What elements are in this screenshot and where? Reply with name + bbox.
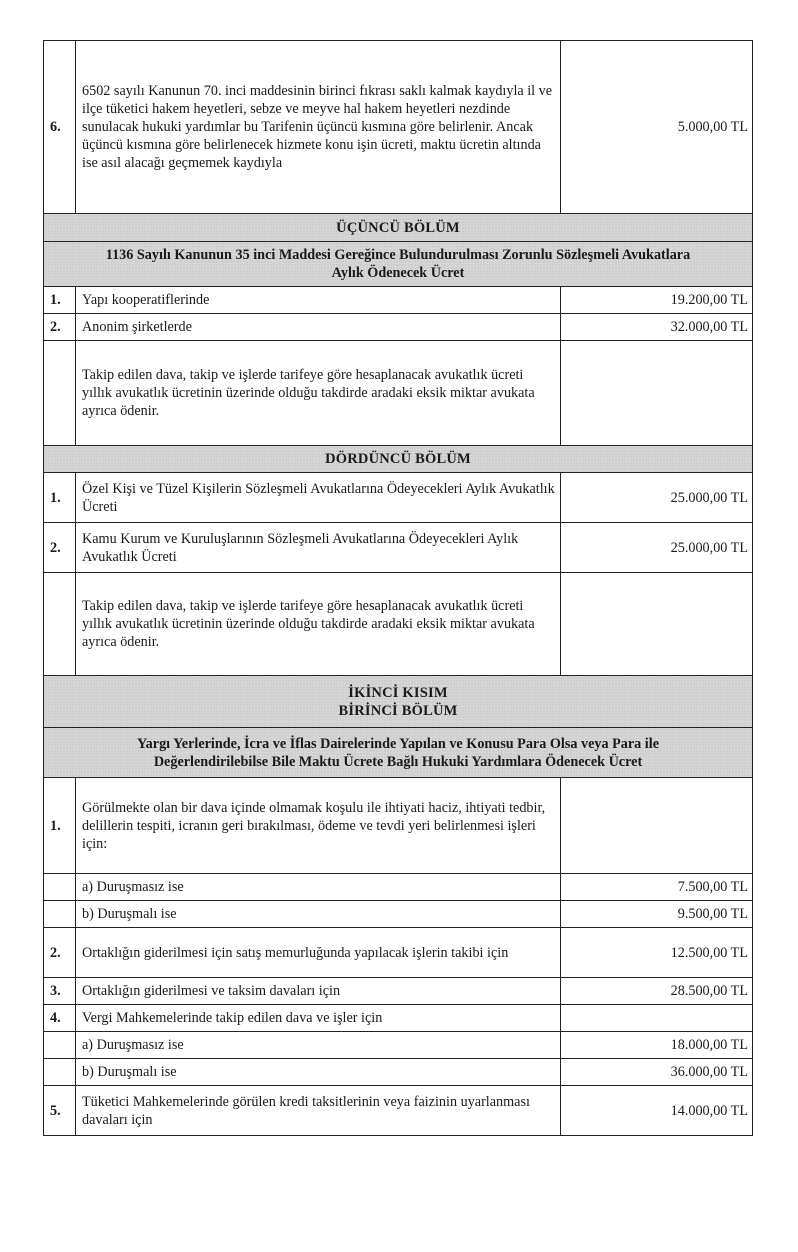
fee-tariff-table xyxy=(43,40,753,1136)
row-description: Tüketici Mahkemelerinde görülen kredi taksitlerinin veya faizinin uyarlanması davaları için xyxy=(76,1086,561,1136)
table-row xyxy=(44,314,753,341)
row-number: 6. xyxy=(44,41,76,214)
row-description: a) Duruşmasız ise xyxy=(76,874,561,901)
row-description: b) Duruşmalı ise xyxy=(76,1059,561,1086)
row-amount: 12.500,00 TL xyxy=(561,928,753,978)
row-number: 3. xyxy=(44,978,76,1005)
row-number: 4. xyxy=(44,1005,76,1032)
section-title: DÖRDÜNCÜ BÖLÜM xyxy=(44,446,753,473)
row-number: 5. xyxy=(44,1086,76,1136)
row-description: Ortaklığın giderilmesi ve taksim davaları için xyxy=(76,978,561,1005)
row-description: 6502 sayılı Kanunun 70. inci maddesinin birinci fıkrası saklı kalmak kaydıyla il ve ilçe tüketici hakem heyetleri, sebze ve meyve hal hakem heyetleri nezdinde sunulacak hukuki yardımlar bu Tarifenin üçüncü kısmına göre belirlenir. Ancak üçüncü kısmına göre belirlenecek hizmete konu işin ücreti, maktu ücretin altında ise asıl alacağı geçmemek kaydıyla xyxy=(76,41,561,214)
table-row xyxy=(44,341,753,446)
table-row xyxy=(44,1005,753,1032)
row-amount: 14.000,00 TL xyxy=(561,1086,753,1136)
section-subtitle: Yargı Yerlerinde, İcra ve İflas Dairelerinde Yapılan ve Konusu Para Olsa veya Para ile Değerlendirilebilse Bile Maktu Ücrete Bağlı Hukuki Yardımlara Ödenecek Ücret xyxy=(44,728,753,778)
row-number xyxy=(44,1032,76,1059)
row-description: Ortaklığın giderilmesi için satış memurluğunda yapılacak işlerin takibi için xyxy=(76,928,561,978)
table-row xyxy=(44,1086,753,1136)
row-amount xyxy=(561,1005,753,1032)
row-number xyxy=(44,1059,76,1086)
row-number: 2. xyxy=(44,523,76,573)
section-subheader xyxy=(44,242,753,287)
table-row xyxy=(44,901,753,928)
part-header xyxy=(44,676,753,728)
row-amount: 5.000,00 TL xyxy=(561,41,753,214)
row-number: 1. xyxy=(44,473,76,523)
row-amount: 25.000,00 TL xyxy=(561,523,753,573)
row-amount: 36.000,00 TL xyxy=(561,1059,753,1086)
table-row xyxy=(44,473,753,523)
row-amount: 32.000,00 TL xyxy=(561,314,753,341)
section-subtitle: 1136 Sayılı Kanunun 35 inci Maddesi Gereğince Bulundurulması Zorunlu Sözleşmeli Avukatlara Aylık Ödenecek Ücret xyxy=(44,242,753,287)
section-header xyxy=(44,446,753,473)
part-bolum: BİRİNCİ BÖLÜM xyxy=(338,702,458,719)
section-note: Takip edilen dava, takip ve işlerde tarifeye göre hesaplanacak avukatlık ücreti yıllık avukatlık ücretinin üzerinde olduğu takdirde aradaki eksik miktar avukata ayrıca ödenir. xyxy=(76,573,561,676)
row-amount: 25.000,00 TL xyxy=(561,473,753,523)
row-number: 1. xyxy=(44,287,76,314)
section-subheader xyxy=(44,728,753,778)
table-row xyxy=(44,1032,753,1059)
row-description: Özel Kişi ve Tüzel Kişilerin Sözleşmeli Avukatlarına Ödeyecekleri Aylık Avukatlık Ücreti xyxy=(76,473,561,523)
row-amount: 28.500,00 TL xyxy=(561,978,753,1005)
table-row xyxy=(44,523,753,573)
table-row xyxy=(44,778,753,874)
row-number: 2. xyxy=(44,928,76,978)
row-number xyxy=(44,874,76,901)
row-number xyxy=(44,901,76,928)
row-amount: 9.500,00 TL xyxy=(561,901,753,928)
table-row xyxy=(44,874,753,901)
table-row xyxy=(44,978,753,1005)
row-amount: 19.200,00 TL xyxy=(561,287,753,314)
table-row xyxy=(44,41,753,214)
row-description: Vergi Mahkemelerinde takip edilen dava ve işler için xyxy=(76,1005,561,1032)
section-note: Takip edilen dava, takip ve işlerde tarifeye göre hesaplanacak avukatlık ücreti yıllık avukatlık ücretinin üzerinde olduğu takdirde aradaki eksik miktar avukata ayrıca ödenir. xyxy=(76,341,561,446)
row-description: b) Duruşmalı ise xyxy=(76,901,561,928)
part-kisim: İKİNCİ KISIM xyxy=(348,684,448,701)
row-number: 2. xyxy=(44,314,76,341)
row-description: Kamu Kurum ve Kuruluşlarının Sözleşmeli Avukatlarına Ödeyecekleri Aylık Avukatlık Ücreti xyxy=(76,523,561,573)
row-description: Görülmekte olan bir dava içinde olmamak koşulu ile ihtiyati haciz, ihtiyati tedbir, delillerin tespiti, icranın geri bırakılması, ödeme ve tevdi yeri belirlenmesi işleri için: xyxy=(76,778,561,874)
row-number: 1. xyxy=(44,778,76,874)
table-row xyxy=(44,287,753,314)
row-description: a) Duruşmasız ise xyxy=(76,1032,561,1059)
row-description: Anonim şirketlerde xyxy=(76,314,561,341)
row-amount: 18.000,00 TL xyxy=(561,1032,753,1059)
row-description: Yapı kooperatiflerinde xyxy=(76,287,561,314)
table-row xyxy=(44,573,753,676)
part-title xyxy=(44,676,753,728)
row-amount: 7.500,00 TL xyxy=(561,874,753,901)
section-header xyxy=(44,214,753,242)
table-row xyxy=(44,1059,753,1086)
table-row xyxy=(44,928,753,978)
row-amount xyxy=(561,778,753,874)
section-title: ÜÇÜNCÜ BÖLÜM xyxy=(44,214,753,242)
